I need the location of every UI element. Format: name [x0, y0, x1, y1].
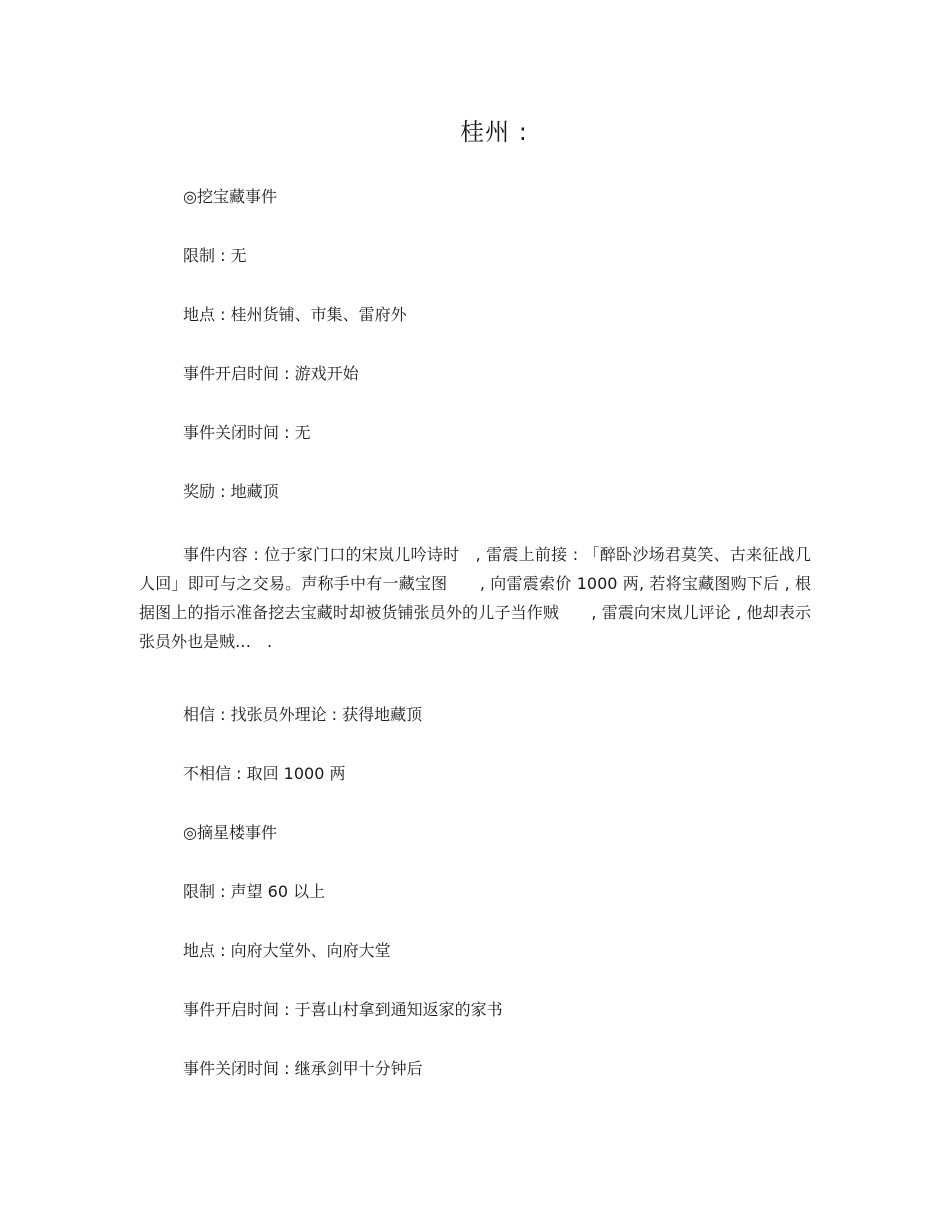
- believe-option-line: 相信 : 找张员外理论 : 获得地藏顶: [183, 705, 423, 724]
- location-line: 地点 : 桂州货铺、市集、雷府外: [183, 305, 407, 324]
- event-content-paragraph: 事件内容 : 位于家门口的宋岚儿吟诗时 , 雷震上前接 : 「醉卧沙场君莫笑、古来征战几人回」即可与之交易。声称手中有一藏宝图 , 向雷震索价 1000 两, 若将宝藏图购下后 , 根据图上的指示准备挖去宝藏时却被货铺张员外的儿子当作贼 , 雷震向宋岚儿评论 , 他却表示张员外也是贼… .: [139, 545, 811, 651]
- page-title: 桂州 :: [460, 118, 528, 146]
- restriction-line-2: 限制 : 声望 60 以上: [183, 882, 326, 901]
- end-time-line-2: 事件关闭时间 : 继承剑甲十分钟后: [183, 1059, 423, 1078]
- restriction-line: 限制 : 无: [183, 246, 247, 265]
- event-heading-treasure: ◎挖宝藏事件: [183, 187, 277, 206]
- reward-line: 奖励 : 地藏顶: [183, 482, 279, 501]
- end-time-line: 事件关闭时间 : 无: [183, 423, 311, 442]
- disbelieve-option-line: 不相信 : 取回 1000 两: [183, 764, 346, 783]
- event-heading-star-tower: ◎摘星楼事件: [183, 823, 277, 842]
- start-time-line: 事件开启时间 : 游戏开始: [183, 364, 359, 383]
- start-time-line-2: 事件开启时间 : 于喜山村拿到通知返家的家书: [183, 1000, 503, 1019]
- location-line-2: 地点 : 向府大堂外、向府大堂: [183, 941, 391, 960]
